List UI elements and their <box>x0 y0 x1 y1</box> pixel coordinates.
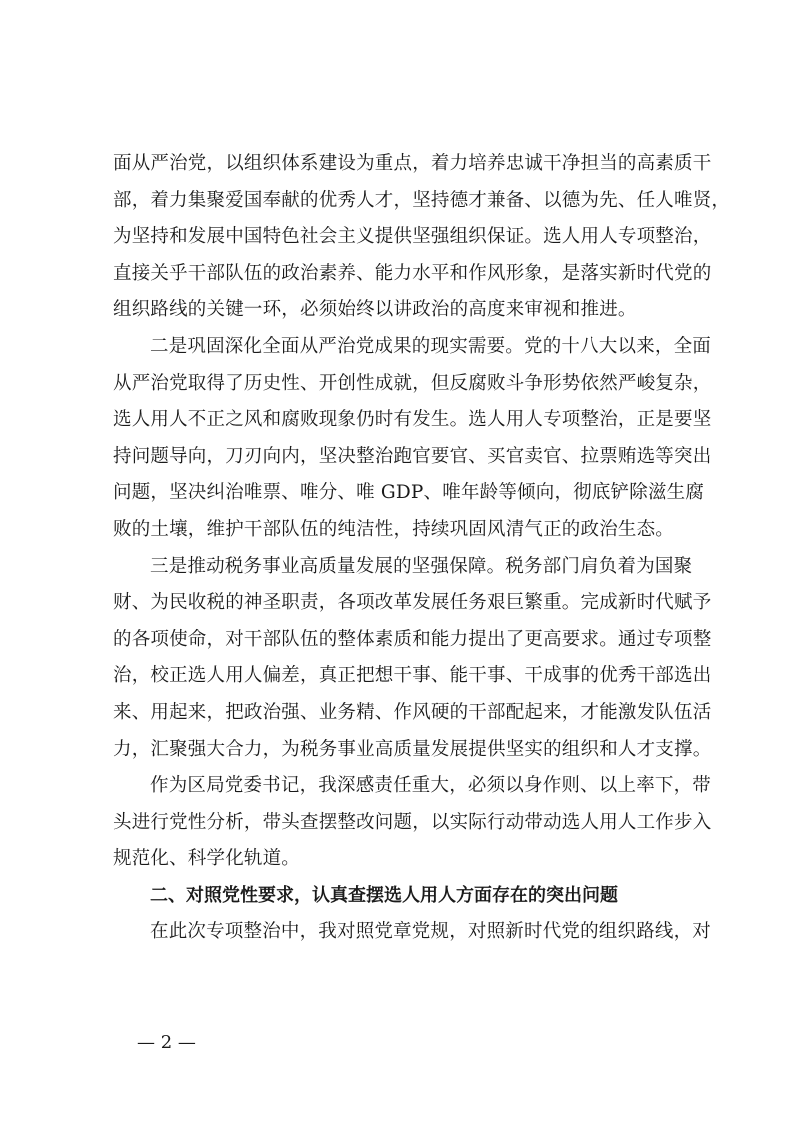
text-line: 规范化、科学化轨道。 <box>113 848 301 870</box>
text-line: 为坚持和发展中国特色社会主义提供坚强组织保证。选人用人专项整治， <box>113 226 712 248</box>
text-line: 选人用人不正之风和腐败现象仍时有发生。选人用人专项整治，正是要坚 <box>113 409 712 431</box>
text-line: 的各项使命，对干部队伍的整体素质和能力提出了更高要求。通过专项整 <box>113 628 712 650</box>
text-line: 面从严治党，以组织体系建设为重点，着力培养忠诚干净担当的高素质干 <box>113 153 712 174</box>
paragraph-start-line: 作为区局党委书记，我深感责任重大，必须以身作则、以上率下，带 <box>150 775 712 797</box>
section-heading: 二、对照党性要求，认真查摆选人用人方面存在的突出问题 <box>150 884 618 906</box>
text-line: 部，着力集聚爱国奉献的优秀人才，坚持德才兼备、以德为先、任人唯贤， <box>113 189 731 211</box>
text-line: 直接关乎干部队伍的政治素养、能力水平和作风形象，是落实新时代党的 <box>113 262 712 284</box>
text-line: 财、为民收税的神圣职责，各项改革发展任务艰巨繁重。完成新时代赋予 <box>113 592 712 614</box>
text-line: 组织路线的关键一环，必须始终以讲政治的高度来审视和推进。 <box>113 299 637 321</box>
document-body <box>113 146 731 951</box>
paragraph-start-line: 三是推动税务事业高质量发展的坚强保障。税务部门肩负着为国聚 <box>150 555 693 577</box>
text-line: 败的土壤，维护干部队伍的纯洁性，持续巩固风清气正的政治生态。 <box>113 518 675 540</box>
text-line: 问题，坚决纠治唯票、唯分、唯 GDP、唯年龄等倾向，彻底铲除滋生腐 <box>113 482 705 504</box>
paragraph-start-line: 二是巩固深化全面从严治党成果的现实需要。党的十八大以来，全面 <box>150 335 712 357</box>
text-line: 力，汇聚强大合力，为税务事业高质量发展提供坚实的组织和人才支撑。 <box>113 738 712 760</box>
page-number: — 2 — <box>137 1032 196 1053</box>
text-line: 治，校正选人用人偏差，真正把想干事、能干事、干成事的优秀干部选出 <box>113 665 712 687</box>
text-line: 头进行党性分析，带头查摆整改问题，以实际行动带动选人用人工作步入 <box>113 811 712 833</box>
text-line: 从严治党取得了历史性、开创性成就，但反腐败斗争形势依然严峻复杂， <box>113 372 712 394</box>
paragraph-start-line: 在此次专项整治中，我对照党章党规，对照新时代党的组织路线，对 <box>150 921 712 943</box>
text-line: 持问题导向，刀刃向内，坚决整治跑官要官、买官卖官、拉票贿选等突出 <box>113 445 712 467</box>
text-line: 来、用起来，把政治强、业务精、作风硬的干部配起来，才能激发队伍活 <box>113 701 712 723</box>
